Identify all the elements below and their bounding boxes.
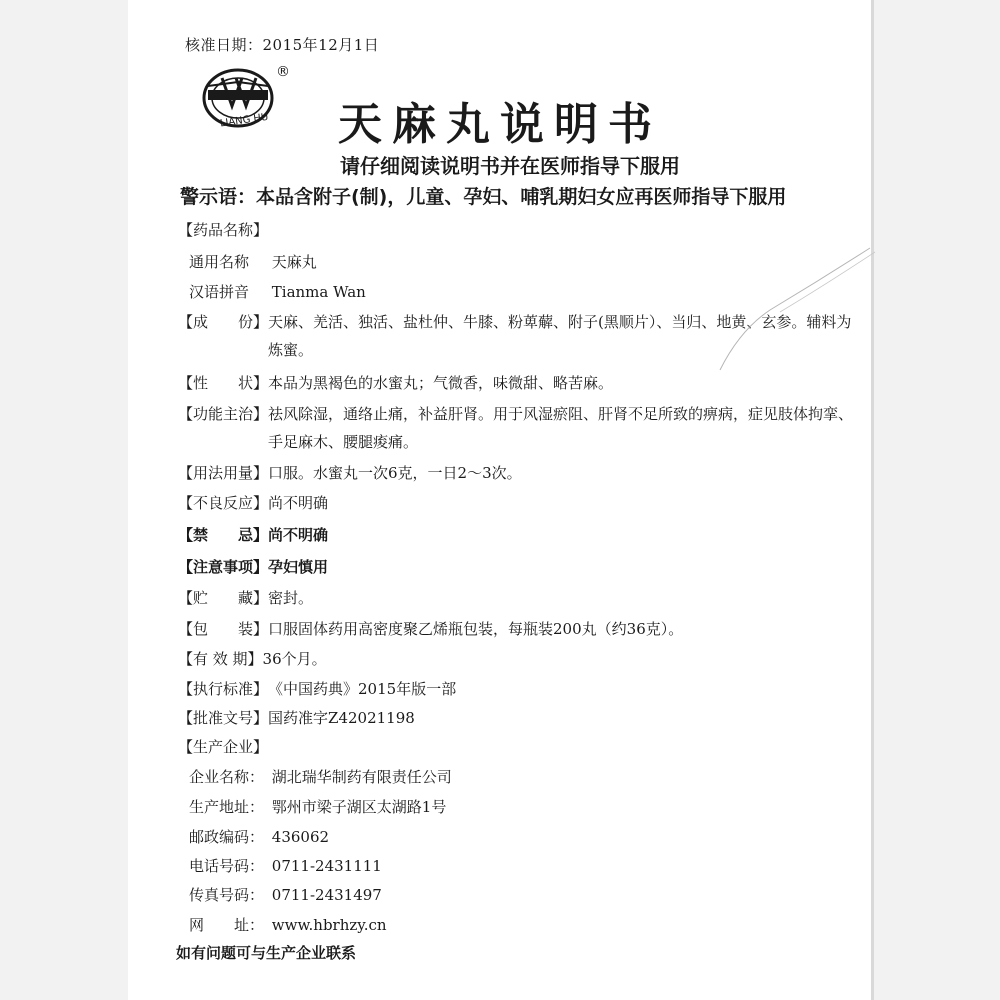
section-value: 36个月。 (262, 650, 327, 668)
row-label: 生产地址： (189, 798, 265, 816)
section-storage (178, 584, 858, 612)
section-label: 【禁 忌】 (178, 526, 269, 544)
section-label: 【有 效 期】 (178, 650, 263, 668)
section-label: 【执行标准】 (178, 680, 269, 698)
row-address (189, 793, 869, 821)
section-manufacturer (178, 733, 858, 761)
approval-date: 核准日期：2015年12月1日 (185, 36, 380, 54)
row-value: 天麻丸 (271, 253, 317, 271)
section-label: 【性 状】 (178, 374, 269, 392)
section-value: 天麻、羌活、独活、盐杜仲、牛膝、粉萆薢、附子(黑顺片）、当归、地黄、玄参。辅料为炼蜜。 (268, 313, 852, 359)
logo-text: LIANG HU (219, 111, 270, 130)
row-label: 通用名称 (189, 253, 250, 271)
section-indications (178, 400, 858, 456)
row-value: 鄂州市梁子湖区太湖路1号 (271, 798, 447, 816)
section-value: 本品为黑褐色的水蜜丸；气微香，味微甜、略苦麻。 (268, 374, 614, 392)
section-value: 《中国药典》2015年版一部 (268, 680, 457, 698)
section-label: 【成 份】 (178, 313, 269, 331)
section-label: 【功能主治】 (178, 405, 269, 423)
section-value: 国药准字Z42021198 (268, 709, 415, 727)
section-value: 孕妇慎用 (268, 558, 329, 576)
section-label: 【批准文号】 (178, 709, 269, 727)
registered-mark: ® (276, 64, 290, 80)
section-value: 口服。水蜜丸一次6克，一日2～3次。 (268, 464, 522, 482)
row-label: 企业名称： (189, 768, 265, 786)
section-contraindications (178, 521, 858, 549)
row-label: 电话号码： (189, 857, 265, 875)
section-validity (178, 645, 858, 673)
scan-scratch-mark (700, 240, 880, 380)
section-value: 祛风除湿，通络止痛，补益肝肾。用于风湿瘀阻、肝肾不足所致的痹病，症见肢体拘挛、手足麻木、腰腿痠痛。 (268, 405, 854, 451)
section-precautions (178, 553, 858, 581)
subtitle: 请仔细阅读说明书并在医师指导下服用 (340, 154, 680, 178)
section-label: 【注意事项】 (178, 558, 269, 576)
row-label: 传真号码： (189, 886, 265, 904)
section-standard (178, 675, 858, 703)
section-label: 【生产企业】 (178, 738, 269, 756)
row-postcode (189, 823, 869, 851)
section-label: 【贮 藏】 (178, 589, 269, 607)
section-label: 【用法用量】 (178, 464, 269, 482)
section-adverse (178, 489, 858, 517)
section-dosage (178, 459, 858, 487)
page-title: 天麻丸说明书 (338, 99, 662, 150)
row-value: 0711-2431111 (271, 857, 382, 875)
row-label: 网 址： (189, 916, 265, 934)
row-label: 邮政编码： (189, 828, 265, 846)
page-edge (871, 0, 874, 1000)
section-value: 密封。 (268, 589, 314, 607)
section-label: 【不良反应】 (178, 494, 269, 512)
section-label: 【药品名称】 (178, 221, 269, 239)
row-value: 0711-2431497 (271, 886, 382, 904)
section-label: 【包 装】 (178, 620, 269, 638)
contact-note: 如有问题可与生产企业联系 (176, 944, 357, 962)
row-fax (189, 881, 869, 909)
section-value: 口服固体药用高密度聚乙烯瓶包装，每瓶装200丸（约36克）。 (268, 620, 684, 638)
row-label: 汉语拼音 (189, 283, 250, 301)
section-value: 尚不明确 (268, 494, 329, 512)
row-website (189, 911, 869, 939)
row-phone (189, 852, 869, 880)
row-value: Tianma Wan (271, 283, 366, 301)
row-value: www.hbrhzy.cn (271, 916, 387, 934)
row-company (189, 763, 869, 791)
warning-text: 警示语：本品含附子(制)，儿童、孕妇、哺乳期妇女应再医师指导下服用 (180, 186, 787, 208)
section-value: 尚不明确 (268, 526, 329, 544)
row-value: 湖北瑞华制药有限责任公司 (271, 768, 452, 786)
section-approval-number (178, 704, 858, 732)
row-value: 436062 (271, 828, 330, 846)
section-package (178, 615, 858, 643)
